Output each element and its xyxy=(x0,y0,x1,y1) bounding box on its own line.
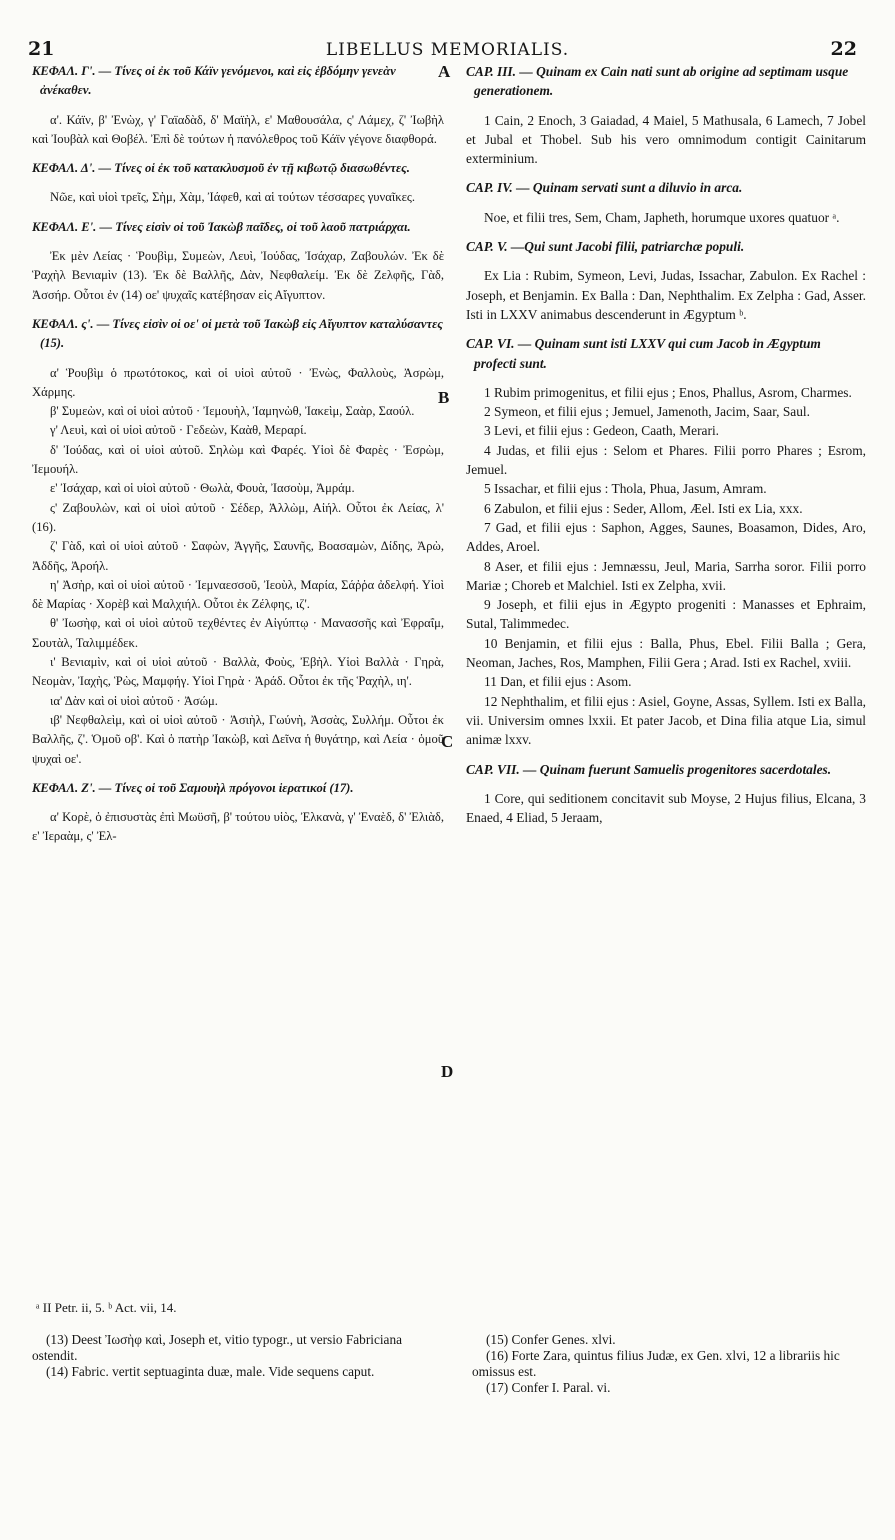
footnote: (16) Forte Zara, quintus filius Judæ, ex Gen. xlvi, 12 a librariis hic omissus est. xyxy=(472,1348,840,1379)
greek-section-heading xyxy=(32,62,444,101)
latin-paragraph: 8 Aser, et filii ejus : Jemnæssu, Jeul, Maria, Sarrha soror. Filii porro Mariæ ; Choreb et Malchiel. Isti ex Zelpha, xvii. xyxy=(466,558,866,593)
latin-paragraph: 12 Nephthalim, et filii ejus : Asiel, Goyne, Assas, Syllem. Isti ex Balla, vii. Universim omnes lxxii. Et pater Jacob, et Dina filia atque Lia, simul animæ lxxv. xyxy=(466,693,866,748)
footnotes-right xyxy=(472,1332,864,1396)
greek-paragraph: Νῶε, καὶ υἱοὶ τρεῖς, Σὴμ, Χὰμ, Ἰάφεθ, καὶ αἱ τούτων τέσσαρες γυναῖκες. xyxy=(50,190,415,205)
greek-section-heading xyxy=(32,159,444,178)
latin-paragraph: 1 Cain, 2 Enoch, 3 Gaiadad, 4 Maiel, 5 Mathusala, 6 Lamech, 7 Jobel et Jubal et Thobel. Sub his vero omnimodum contigit Cainitarum exterminium. xyxy=(466,112,866,167)
margin-letter-c: C xyxy=(441,732,454,751)
latin-section xyxy=(466,62,866,168)
greek-paragraph: Ἐκ μὲν Λείας · Ῥουβὶμ, Συμεὼν, Λευὶ, Ἰούδας, Ἰσάχαρ, Ζαβουλών. Ἐκ δὲ Ῥαχὴλ Βενιαμὶν (13). Ἐκ δὲ Βαλλῆς, Δὰν, Νεφθαλείμ. Ἐκ δὲ Ζελφῆς, Γὰδ, Ἀσσήρ. Οὗτοι ἐν (14) οε' ψυχαῖς κατέβησαν εἰς Αἴγυπτον. xyxy=(32,249,444,302)
greek-section xyxy=(32,159,444,208)
heading-text: CAP. III. — Quinam ex Cain nati sunt ab origine ad septimam usque generationem. xyxy=(466,64,849,99)
greek-section-heading xyxy=(32,779,444,798)
latin-section xyxy=(466,178,866,227)
greek-paragraph: α' Ῥουβὶμ ὁ πρωτότοκος, καὶ οἱ υἱοὶ αὐτοῦ · Ἐνὼς, Φαλλοὺς, Ἀσρὼμ, Χάρμης. xyxy=(32,365,444,399)
latin-section-heading xyxy=(466,178,866,197)
margin-letter-a: A xyxy=(438,62,451,81)
running-title: LIBELLUS MEMORIALIS. xyxy=(325,40,570,60)
greek-section xyxy=(32,779,444,847)
greek-paragraph: α' Κορὲ, ὁ ἐπισυστὰς ἐπὶ Μωϋσῆ, β' τούτου υἱὸς, Ἐλκανὰ, γ' Ἐναὲδ, δ' Ἐλιὰδ, ε' Ἰεραὰμ, ς' Ἐλ- xyxy=(32,810,444,844)
heading-text: CAP. VII. — Quinam fuerunt Samuelis progenitores sacerdotales. xyxy=(466,761,832,777)
page-number-right: 22 xyxy=(830,38,857,60)
latin-paragraph: 11 Dan, et filii ejus : Asom. xyxy=(484,674,632,690)
latin-column xyxy=(466,62,866,837)
latin-paragraph: Noe, et filii tres, Sem, Cham, Japheth, horumque uxores quatuor ᵃ. xyxy=(484,209,840,225)
heading-text: ΚΕΦΑΛ. Δ'. — Τίνες οἱ ἐκ τοῦ κατακλυσμοῦ ἐν τῇ κιβωτῷ διασωθέντες. xyxy=(32,161,410,176)
greek-paragraph: α'. Κάϊν, β' Ἐνὼχ, γ' Γαϊαδὰδ, δ' Μαϊὴλ, ε' Μαθουσάλα, ς' Λάμεχ, ζ' Ἰωβὴλ καὶ Ἰουβὰλ καὶ Θοβέλ. Ἐπὶ δὲ τούτων ἡ πανόλεθρος τοῦ Κάϊν γέγονε διαφθορά. xyxy=(32,112,444,146)
greek-paragraph: η' Ἀσὴρ, καὶ οἱ υἱοὶ αὐτοῦ · Ἰεμναεσσοῦ, Ἰεοὺλ, Μαρία, Σάῤῥα ἀδελφή. Υἱοὶ δὲ Μαρίας · Χορὲβ καὶ Μαλχιήλ. Οὗτοι ἐκ Ζέλφης, ιζ'. xyxy=(32,577,444,612)
latin-paragraph: 5 Issachar, et filii ejus : Thola, Phua, Jasum, Amram. xyxy=(484,481,767,497)
latin-paragraph: 2 Symeon, et filii ejus ; Jemuel, Jamenoth, Jacim, Saar, Saul. xyxy=(484,404,810,420)
greek-column xyxy=(32,62,444,857)
latin-paragraph: 6 Zabulon, et filii ejus : Seder, Allom, Æel. Isti ex Lia, xxx. xyxy=(484,500,803,516)
heading-text: CAP. V. —Qui sunt Jacobi filii, patriarchæ populi. xyxy=(466,239,745,255)
latin-section-heading xyxy=(466,237,866,256)
latin-section xyxy=(466,334,866,749)
latin-paragraph: 4 Judas, et filii ejus : Selom et Phares. Filii porro Phares ; Esrom, Jemuel. xyxy=(466,442,866,478)
page-number-left: 21 xyxy=(28,38,55,60)
latin-paragraph: 1 Core, qui seditionem concitavit sub Moyse, 2 Hujus filius, Elcana, 3 Enaed, 4 Eliad, 5 Jeraam, xyxy=(466,790,866,826)
heading-text: CAP. IV. — Quinam servati sunt a diluvio in arca. xyxy=(466,180,743,196)
latin-section-heading xyxy=(466,334,866,373)
latin-paragraph: 9 Joseph, et filii ejus in Ægypto progeniti : Manasses et Ephraim, Sutal, Talimmedec. xyxy=(466,597,866,632)
margin-letter-d: D xyxy=(441,1062,454,1081)
bible-references: ᵃ II Petr. ii, 5. ᵇ Act. vii, 14. xyxy=(36,1300,177,1315)
latin-section xyxy=(466,760,866,828)
heading-text: ΚΕΦΑΛ. ς'. — Τίνες εἰσὶν οἱ οε' οἱ μετὰ τοῦ Ἰακὼβ εἰς Αἴγυπτον καταλύσαντες (15). xyxy=(32,316,443,351)
latin-section xyxy=(466,237,866,324)
latin-paragraph: 7 Gad, et filii ejus : Saphon, Agges, Saunes, Boasamon, Dides, Aro, Addes, Aroel. xyxy=(466,519,866,555)
greek-paragraph: β' Συμεὼν, καὶ οἱ υἱοὶ αὐτοῦ · Ἰεμουὴλ, Ἰαμηνὼθ, Ἰακεὶμ, Σαὰρ, Σαούλ. xyxy=(50,404,415,419)
latin-paragraph: Ex Lia : Rubim, Symeon, Levi, Judas, Issachar, Zabulon. Ex Rachel : Joseph, et Benjamin. Ex Balla : Dan, Nephthalim. Ex Zelpha : Gad, Asser. Isti in LXXV animabus descenderunt in Ægyptum ᵇ. xyxy=(466,268,866,322)
greek-paragraph: δ' Ἰούδας, καὶ οἱ υἱοὶ αὐτοῦ. Σηλὼμ καὶ Φαρές. Υἱοὶ δὲ Φαρὲς · Ἐσρὼμ, Ἰεμουήλ. xyxy=(32,442,444,477)
greek-paragraph: ια' Δὰν καὶ οἱ υἱοὶ αὐτοῦ · Ἀσώμ. xyxy=(50,693,218,708)
footnote: (14) Fabric. vertit septuaginta duæ, male. Vide sequens caput. xyxy=(46,1364,375,1379)
greek-paragraph: ε' Ἰσάχαρ, καὶ οἱ υἱοὶ αὐτοῦ · Θωλὰ, Φουὰ, Ἰασοὺμ, Ἀμράμ. xyxy=(50,481,355,496)
footnote: (17) Confer I. Paral. vi. xyxy=(486,1380,611,1395)
greek-paragraph: ς' Ζαβουλὼν, καὶ οἱ υἱοὶ αὐτοῦ · Σέδερ, Ἀλλὼμ, Αἰήλ. Οὗτοι ἐκ Λείας, λ' (16). xyxy=(32,500,444,534)
greek-paragraph: ιβ' Νεφθαλεὶμ, καὶ οἱ υἱοὶ αὐτοῦ · Ἀσιὴλ, Γωύνὴ, Ἀσσὰς, Συλλήμ. Οὗτοι ἐκ Βαλλῆς, ζ'. Ὁμοῦ οβ'. Καὶ ὁ πατὴρ Ἰακὼβ, καὶ Δεῖνα ἡ θυγάτηρ, καὶ Λεία · ὁμοῦ ψυχαὶ οε'. xyxy=(32,712,444,766)
greek-paragraph: ι' Βενιαμὶν, καὶ οἱ υἱοὶ αὐτοῦ · Βαλλὰ, Φοὺς, Ἐβὴλ. Υἱοὶ Βαλλὰ · Γηρὰ, Νεομὰν, Ἰαχὴς, Ῥὼς, Μαμφήγ. Υἱοὶ Γηρὰ · Ἀράδ. Οὗτοι ἐκ τῆς Ῥαχὴλ, ιη'. xyxy=(32,655,444,689)
greek-paragraph: ζ' Γὰδ, καὶ οἱ υἱοὶ αὐτοῦ · Σαφὼν, Ἀγγῆς, Σαυνῆς, Βοασαμὼν, Δίδης, Ἀρὼ, Ἀδδῆς, Ἀροήλ. xyxy=(32,539,444,573)
heading-text: ΚΕΦΑΛ. Ε'. — Τίνες εἰσὶν οἱ τοῦ Ἰακὼβ παῖδες, οἱ τοῦ λαοῦ πατριάρχαι. xyxy=(32,219,411,234)
greek-section-heading xyxy=(32,315,444,354)
greek-section xyxy=(32,62,444,149)
margin-letter-b: B xyxy=(438,388,450,407)
greek-section xyxy=(32,315,444,769)
heading-text: CAP. VI. — Quinam sunt isti LXXV qui cum Jacob in Ægyptum profecti sunt. xyxy=(466,336,821,371)
heading-text: ΚΕΦΑΛ. Ζ'. — Τίνες οἱ τοῦ Σαμουὴλ πρόγονοι ἱερατικοί (17). xyxy=(32,780,354,795)
greek-paragraph: γ' Λευὶ, καὶ οἱ υἱοὶ αὐτοῦ · Γεδεὼν, Καὰθ, Μεραρί. xyxy=(50,423,307,438)
footnote: (15) Confer Genes. xlvi. xyxy=(486,1332,616,1347)
greek-section-heading xyxy=(32,218,444,237)
latin-paragraph: 3 Levi, et filii ejus : Gedeon, Caath, Merari. xyxy=(484,423,720,439)
latin-section-heading xyxy=(466,62,866,101)
heading-text: ΚΕΦΑΛ. Γ'. — Τίνες οἱ ἐκ τοῦ Κάϊν γενόμενοι, καὶ εἰς ἑβδόμην γενεὰν ἀνέκαθεν. xyxy=(32,64,396,98)
latin-section-heading xyxy=(466,760,866,779)
latin-paragraph: 10 Benjamin, et filii ejus : Balla, Phus, Ebel. Filii Balla ; Gera, Neoman, Jaches, Ros, Mamphen, Filii Gera ; Arad. Isti ex Rachel, xviii. xyxy=(466,635,866,671)
greek-paragraph: θ' Ἰωσὴφ, καὶ οἱ υἱοὶ αὐτοῦ τεχθέντες ἐν Αἰγύπτῳ · Μανασσῆς καὶ Ἐφραΐμ, Σουτὰλ, Ταλιμμέδεκ. xyxy=(32,616,444,650)
footnote: (13) Deest Ἰωσὴφ καὶ, Joseph et, vitio typogr., ut versio Fabriciana ostendit. xyxy=(32,1332,403,1363)
greek-section xyxy=(32,218,444,305)
latin-paragraph: 1 Rubim primogenitus, et filii ejus ; Enos, Phallus, Asrom, Charmes. xyxy=(484,384,852,400)
footnotes-left xyxy=(32,1332,437,1380)
